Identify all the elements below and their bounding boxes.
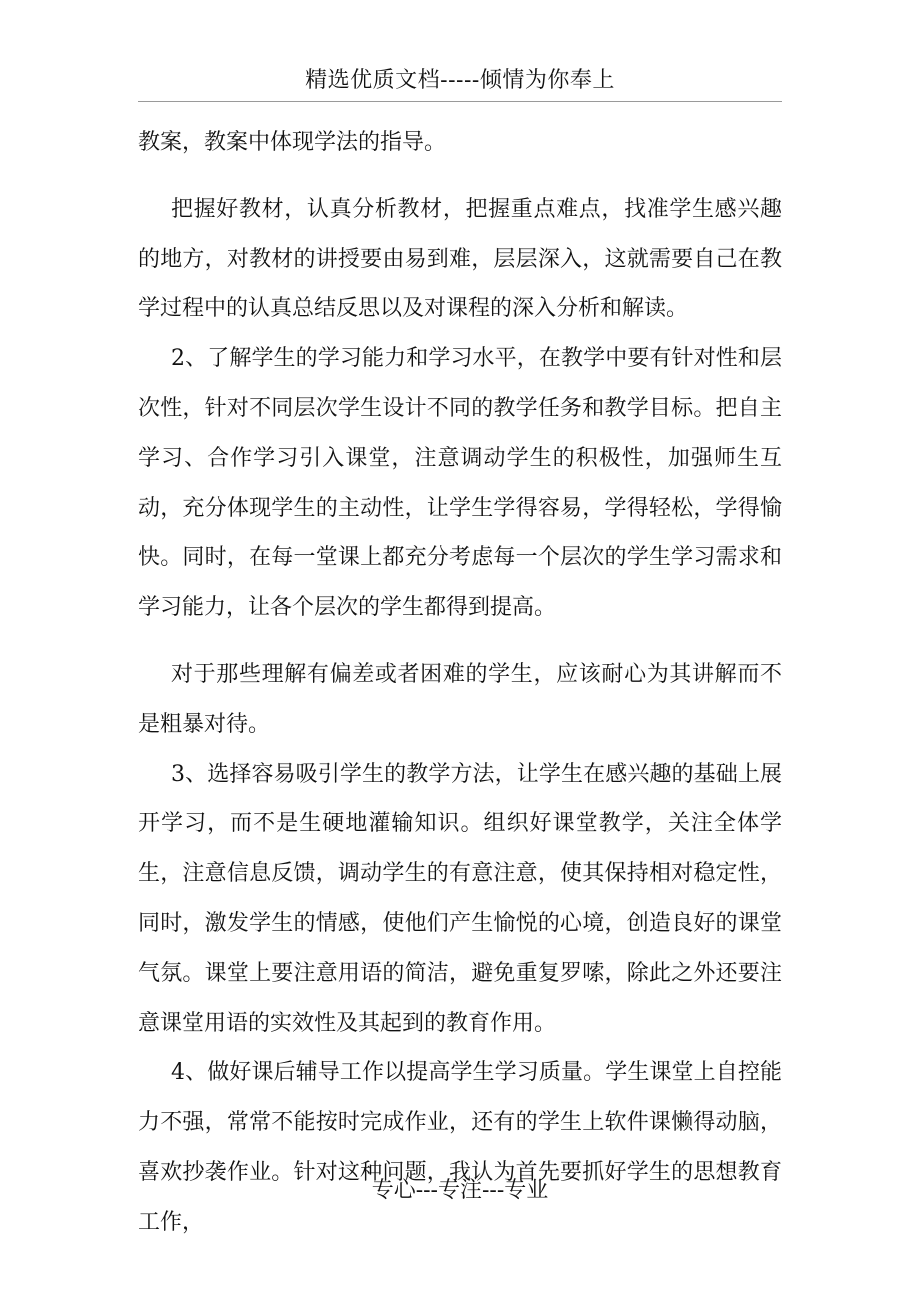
- document-body: [138, 118, 782, 1248]
- paragraph-point-4: 4、做好课后辅导工作以提高学生学习质量。学生课堂上自控能力不强，常常不能按时完成作业，还有的学生上软件课懒得动脑，喜欢抄袭作业。针对这种问题，我认为首先要抓好学生的思想教育工作，: [138, 1060, 782, 1235]
- header-divider: [138, 101, 782, 102]
- paragraph-textbook: 把握好教材，认真分析教材，把握重点难点，找准学生感兴趣的地方，对教材的讲授要由易到难，层层深入，这就需要自己在教学过程中的认真总结反思以及对课程的深入分析和解读。: [138, 196, 782, 322]
- paragraph-point-3: 3、选择容易吸引学生的教学方法，让学生在感兴趣的基础上展开学习，而不是生硬地灌输知识。组织好课堂教学，关注全体学生，注意信息反馈，调动学生的有意注意，使其保持相对稳定性，同时，激发学生的情感，使他们产生愉悦的心境，创造良好的课堂气氛。课堂上要注意用语的简洁，避免重复罗嗦，除此之外还要注意课堂用语的实效性及其起到的教育作用。: [138, 761, 782, 1036]
- paragraph-struggling-students: 对于那些理解有偏差或者困难的学生，应该耐心为其讲解而不是粗暴对待。: [138, 661, 782, 737]
- page-footer: 专心---专注---专业: [371, 1178, 549, 1203]
- paragraph-lesson-plan: 教案，教案中体现学法的指导。: [138, 130, 447, 155]
- page-header: 精选优质文档-----倾情为你奉上: [305, 68, 615, 93]
- paragraph-point-2: 2、了解学生的学习能力和学习水平，在教学中要有针对性和层次性，针对不同层次学生设计不同的教学任务和教学目标。把自主学习、合作学习引入课堂，注意调动学生的积极性，加强师生互动，充分体现学生的主动性，让学生学得容易，学得轻松，学得愉快。同时，在每一堂课上都充分考虑每一个层次的学生学习需求和学习能力，让各个层次的学生都得到提高。: [138, 346, 782, 621]
